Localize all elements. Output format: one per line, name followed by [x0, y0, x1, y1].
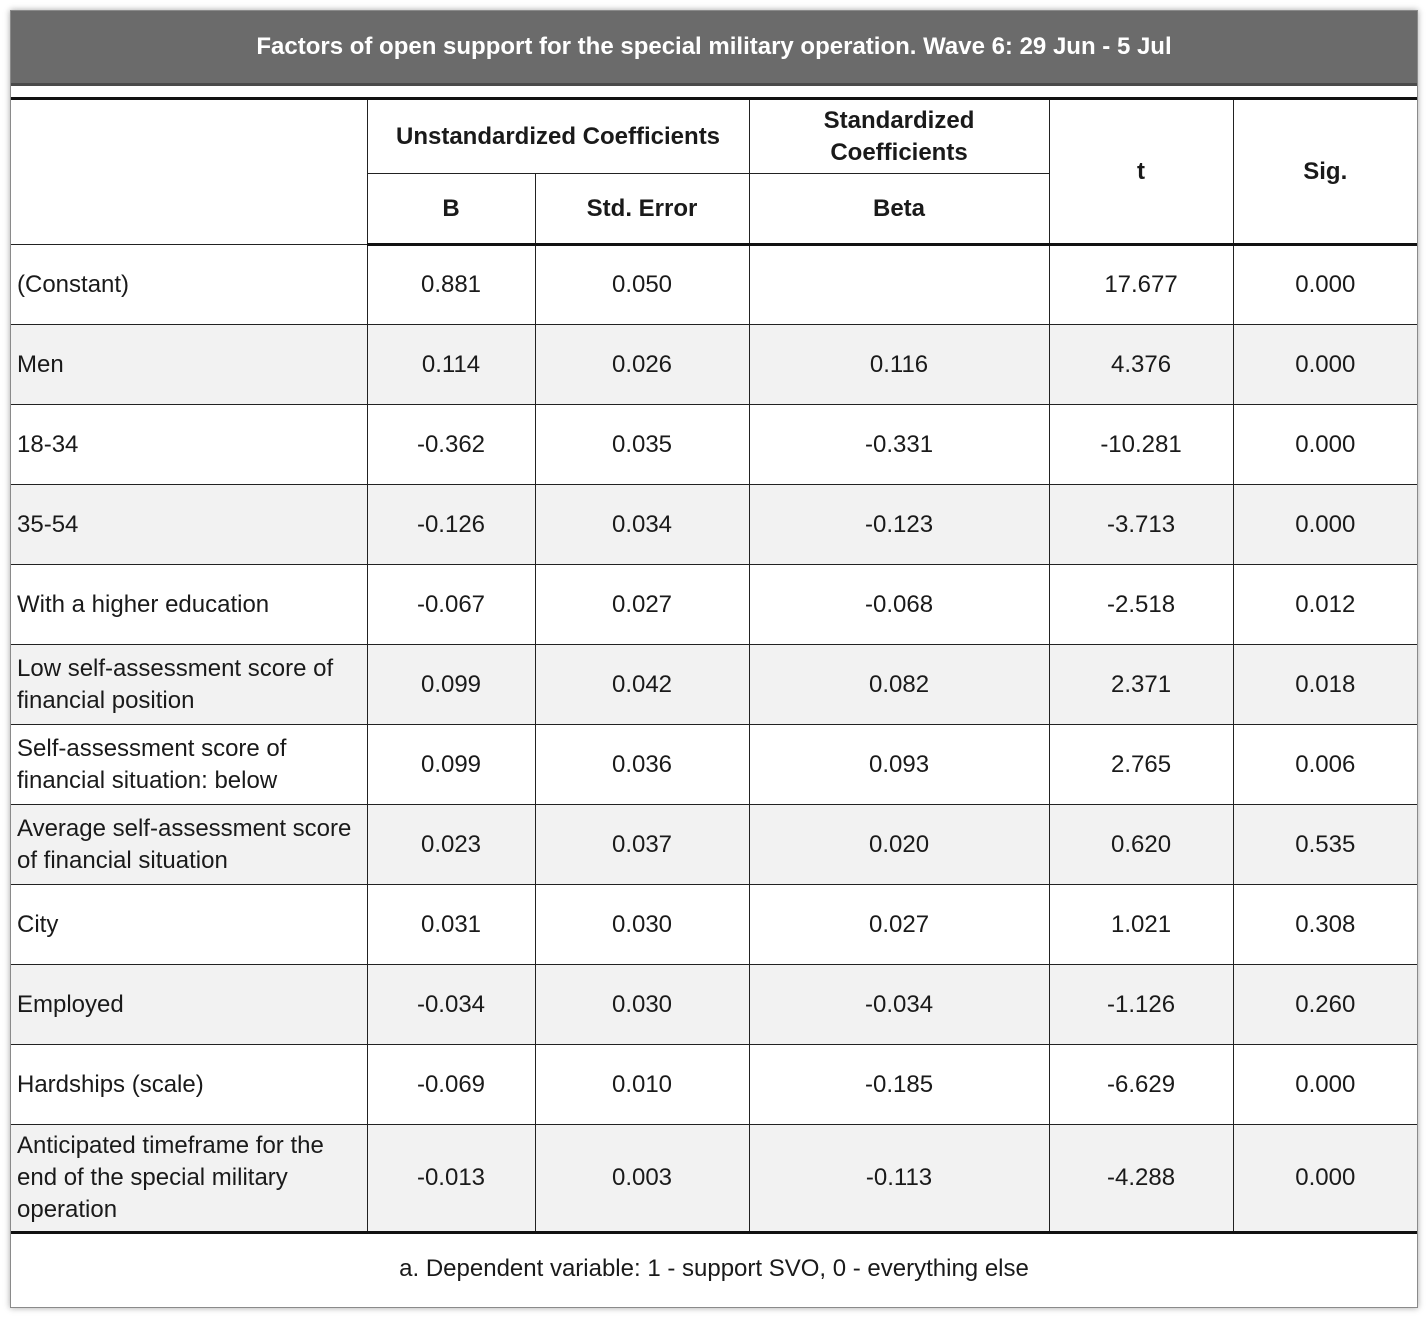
cell-sig: 0.000 [1233, 1125, 1417, 1233]
cell-beta [749, 245, 1049, 325]
cell-beta: 0.116 [749, 325, 1049, 405]
cell-beta: -0.185 [749, 1045, 1049, 1125]
cell-label: Self-assessment score of financial situation: below [11, 725, 367, 805]
cell-sig: 0.000 [1233, 245, 1417, 325]
cell-label: Hardships (scale) [11, 1045, 367, 1125]
cell-b: 0.099 [367, 645, 535, 725]
cell-se: 0.030 [535, 965, 749, 1045]
cell-sig: 0.000 [1233, 485, 1417, 565]
table-row [11, 485, 1417, 565]
cell-beta: 0.093 [749, 725, 1049, 805]
cell-label: (Constant) [11, 245, 367, 325]
cell-b: -0.362 [367, 405, 535, 485]
cell-se: 0.003 [535, 1125, 749, 1233]
cell-b: 0.031 [367, 885, 535, 965]
cell-se: 0.050 [535, 245, 749, 325]
cell-se: 0.026 [535, 325, 749, 405]
cell-b: 0.114 [367, 325, 535, 405]
cell-se: 0.037 [535, 805, 749, 885]
cell-t: -3.713 [1049, 485, 1233, 565]
cell-label: Employed [11, 965, 367, 1045]
cell-sig: 0.535 [1233, 805, 1417, 885]
table-row [11, 565, 1417, 645]
table-row [11, 245, 1417, 325]
cell-t: 0.620 [1049, 805, 1233, 885]
cell-se: 0.042 [535, 645, 749, 725]
cell-t: -1.126 [1049, 965, 1233, 1045]
table-row [11, 805, 1417, 885]
cell-se: 0.030 [535, 885, 749, 965]
cell-label: 18-34 [11, 405, 367, 485]
cell-se: 0.027 [535, 565, 749, 645]
cell-label: Anticipated timeframe for the end of the special military operation [11, 1125, 367, 1233]
table-row [11, 725, 1417, 805]
header-b: B [367, 174, 535, 245]
cell-t: -2.518 [1049, 565, 1233, 645]
cell-b: 0.099 [367, 725, 535, 805]
table-row [11, 325, 1417, 405]
cell-label: With a higher education [11, 565, 367, 645]
cell-se: 0.036 [535, 725, 749, 805]
table-row [11, 645, 1417, 725]
cell-sig: 0.006 [1233, 725, 1417, 805]
cell-beta: 0.082 [749, 645, 1049, 725]
table-body [11, 245, 1417, 1233]
cell-label: City [11, 885, 367, 965]
header-sig: Sig. [1233, 99, 1417, 245]
cell-sig: 0.260 [1233, 965, 1417, 1045]
cell-t: 2.765 [1049, 725, 1233, 805]
cell-se: 0.010 [535, 1045, 749, 1125]
cell-t: -10.281 [1049, 405, 1233, 485]
table-row [11, 965, 1417, 1045]
header-std-error: Std. Error [535, 174, 749, 245]
header-t: t [1049, 99, 1233, 245]
cell-se: 0.035 [535, 405, 749, 485]
cell-beta: -0.331 [749, 405, 1049, 485]
cell-label: Average self-assessment score of financial situation [11, 805, 367, 885]
cell-beta: -0.034 [749, 965, 1049, 1045]
cell-t: 1.021 [1049, 885, 1233, 965]
cell-sig: 0.012 [1233, 565, 1417, 645]
cell-se: 0.034 [535, 485, 749, 565]
header-beta: Beta [749, 174, 1049, 245]
cell-beta: -0.123 [749, 485, 1049, 565]
cell-t: 17.677 [1049, 245, 1233, 325]
cell-b: -0.034 [367, 965, 535, 1045]
cell-sig: 0.308 [1233, 885, 1417, 965]
cell-sig: 0.000 [1233, 325, 1417, 405]
header-standardized: Standardized Coefficients [749, 99, 1049, 174]
footnote: a. Dependent variable: 1 - support SVO, 0 - everything else [11, 1233, 1417, 1305]
table-row [11, 1125, 1417, 1233]
table-row [11, 1045, 1417, 1125]
cell-t: -4.288 [1049, 1125, 1233, 1233]
cell-label: Low self-assessment score of financial position [11, 645, 367, 725]
regression-table [11, 97, 1417, 1305]
cell-sig: 0.018 [1233, 645, 1417, 725]
cell-beta: 0.027 [749, 885, 1049, 965]
table-row [11, 405, 1417, 485]
cell-b: -0.126 [367, 485, 535, 565]
cell-label: Men [11, 325, 367, 405]
table-title: Factors of open support for the special military operation. Wave 6: 29 Jun - 5 Jul [11, 11, 1417, 86]
cell-beta: -0.113 [749, 1125, 1049, 1233]
header-variable [11, 99, 367, 245]
cell-b: 0.023 [367, 805, 535, 885]
cell-sig: 0.000 [1233, 405, 1417, 485]
cell-t: 4.376 [1049, 325, 1233, 405]
cell-t: 2.371 [1049, 645, 1233, 725]
table-panel [10, 10, 1418, 1308]
cell-b: -0.013 [367, 1125, 535, 1233]
header-unstandardized: Unstandardized Coefficients [367, 99, 749, 174]
cell-b: -0.069 [367, 1045, 535, 1125]
cell-b: -0.067 [367, 565, 535, 645]
cell-label: 35-54 [11, 485, 367, 565]
table-row [11, 885, 1417, 965]
cell-sig: 0.000 [1233, 1045, 1417, 1125]
cell-b: 0.881 [367, 245, 535, 325]
cell-beta: 0.020 [749, 805, 1049, 885]
cell-t: -6.629 [1049, 1045, 1233, 1125]
cell-beta: -0.068 [749, 565, 1049, 645]
